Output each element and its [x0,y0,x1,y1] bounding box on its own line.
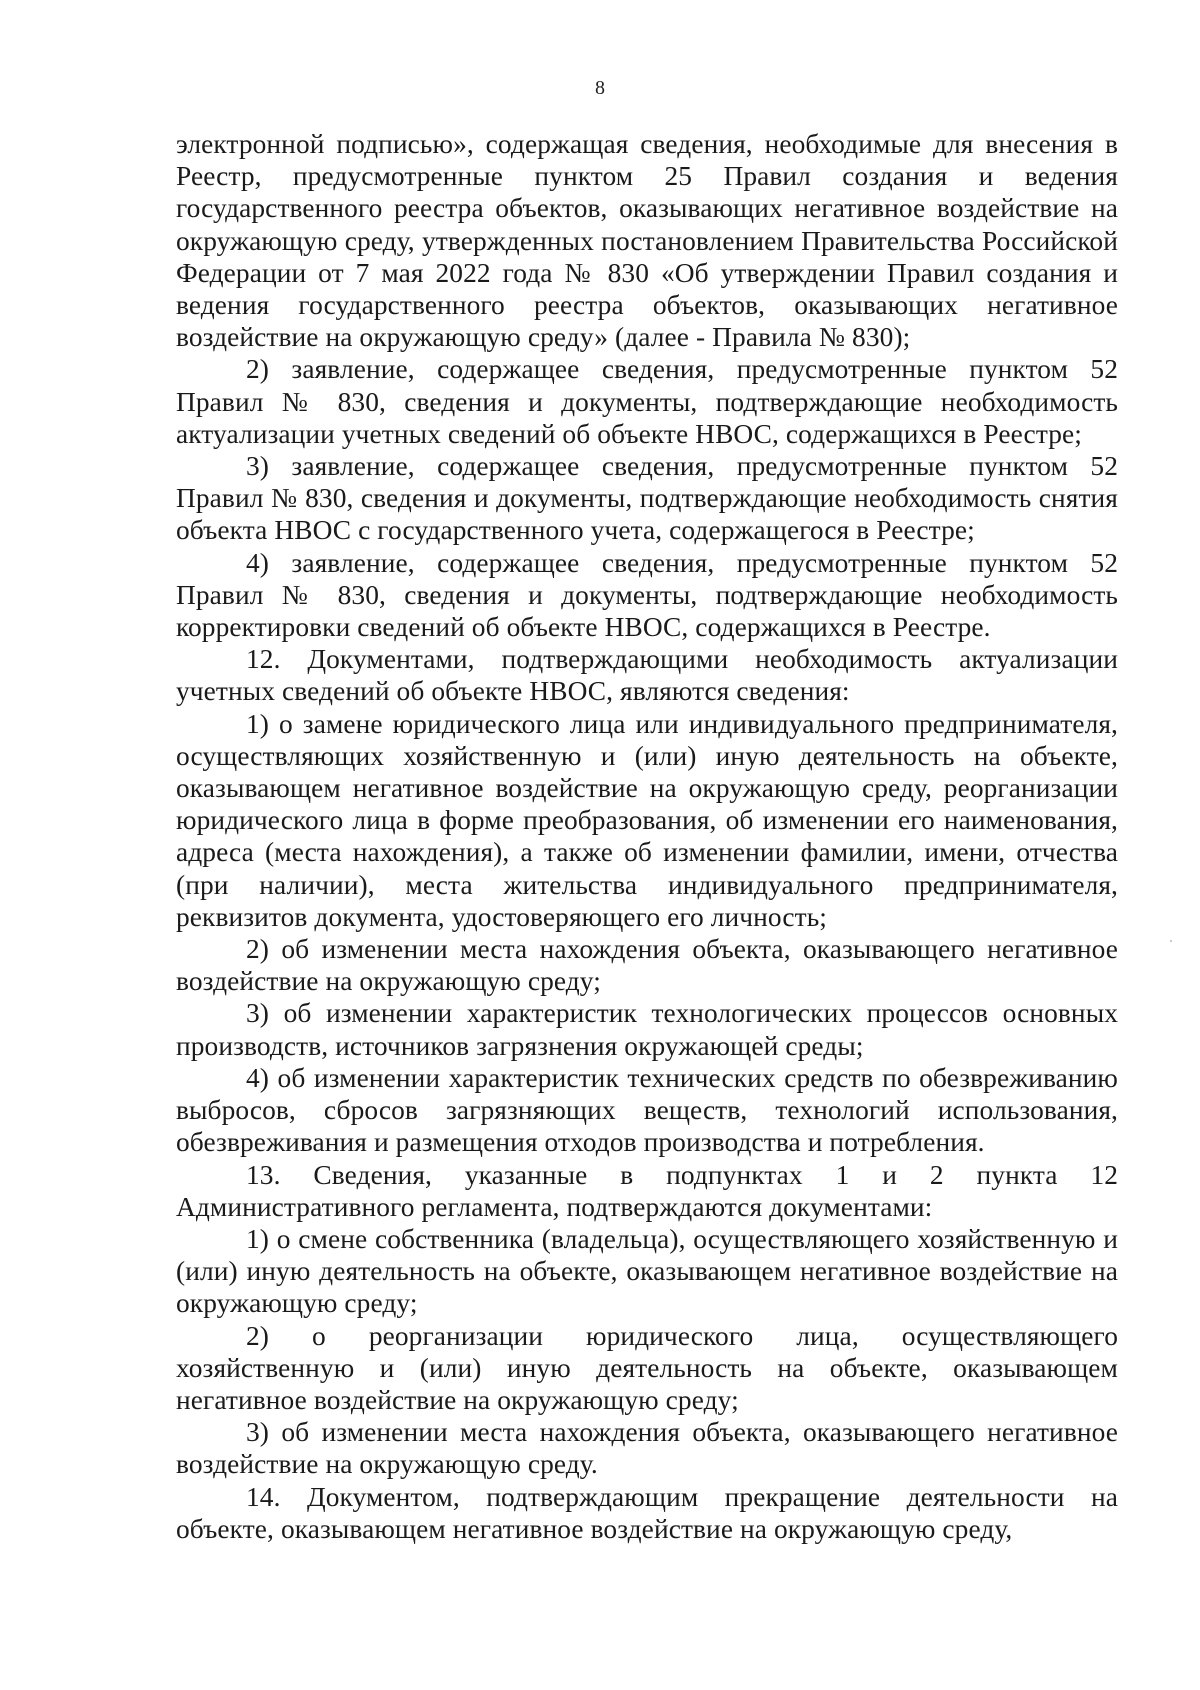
paragraph-section-13-item-1: 1) о смене собственника (владельца), осуществляющего хозяйственную и (или) иную деятельность на объекте, оказывающем негативное воздействие на окружающую среду; [176,1223,1118,1319]
paragraph-section-12-item-3: 3) об изменении характеристик технологических процессов основных производств, источников загрязнения окружающей среды; [176,998,1118,1061]
paragraph-item-3-application: 3) заявление, содержащее сведения, предусмотренные пунктом 52 Правил № 830, сведения и документы, подтверждающие необходимость снятия объекта НВОС с государственного учета, содержащегося в Реестре; [176,451,1118,546]
paragraph-item-4-application: 4) заявление, содержащее сведения, предусмотренные пунктом 52 Правил № 830, сведения и документы, подтверждающие необходимость корректировки сведений об объекте НВОС, содержащихся в Реестре. [176,547,1118,643]
paragraph-item-2-application: 2) заявление, содержащее сведения, предусмотренные пунктом 52 Правил № 830, сведения и документы, подтверждающие необходимость актуализации учетных сведений об объекте НВОС, содержащихся в Реестре; [176,354,1118,449]
paragraph-section-12: 12. Документами, подтверждающими необходимость актуализации учетных сведений об объекте НВОС, являются сведения: [176,644,1118,707]
paragraph-section-13-item-2: 2) о реорганизации юридического лица, осуществляющего хозяйственную и (или) иную деятельность на объекте, оказывающем негативное воздействие на окружающую среду; [176,1320,1118,1415]
document-body [176,128,1118,1545]
page-number: 8 [595,77,605,99]
paragraph-1-continuation: электронной подписью», содержащая сведения, необходимые для внесения в Реестр, предусмотренные пунктом 25 Правил создания и ведения государственного реестра объектов, оказывающих негативное воздействие на окружающую среду, утвержденных постановлением Правительства Российской Федерации от 7 мая 2022 года № 830 «Об утверждении Правил создания и ведения государственного реестра объектов, оказывающих негативное воздействие на окружающую среду» (далее - Правила № 830); [176,129,1118,353]
scan-speck [1170,940,1172,942]
paragraph-section-12-item-1: 1) о замене юридического лица или индивидуального предпринимателя, осуществляющих хозяйственную и (или) иную деятельность на объекте, оказывающем негативное воздействие на окружающую среду, реорганизации юридического лица в форме преобразования, об изменении его наименования, адреса (места нахождения), а также об изменении фамилии, имени, отчества (при наличии), места жительства индивидуального предпринимателя, реквизитов документа, удостоверяющего его личность; [176,708,1118,932]
paragraph-section-13: 13. Сведения, указанные в подпунктах 1 и 2 пункта 12 Административного регламента, подтверждаются документами: [176,1159,1118,1222]
paragraph-section-12-item-2: 2) об изменении места нахождения объекта, оказывающего негативное воздействие на окружающую среду; [176,934,1118,997]
paragraph-section-12-item-4: 4) об изменении характеристик технических средств по обезвреживанию выбросов, сбросов загрязняющих веществ, технологий использования, обезвреживания и размещения отходов производства и потребления. [176,1062,1118,1158]
paragraph-section-13-item-3: 3) об изменении места нахождения объекта, оказывающего негативное воздействие на окружающую среду. [176,1417,1118,1480]
paragraph-section-14: 14. Документом, подтверждающим прекращение деятельности на объекте, оказывающем негативное воздействие на окружающую среду, [176,1481,1118,1544]
